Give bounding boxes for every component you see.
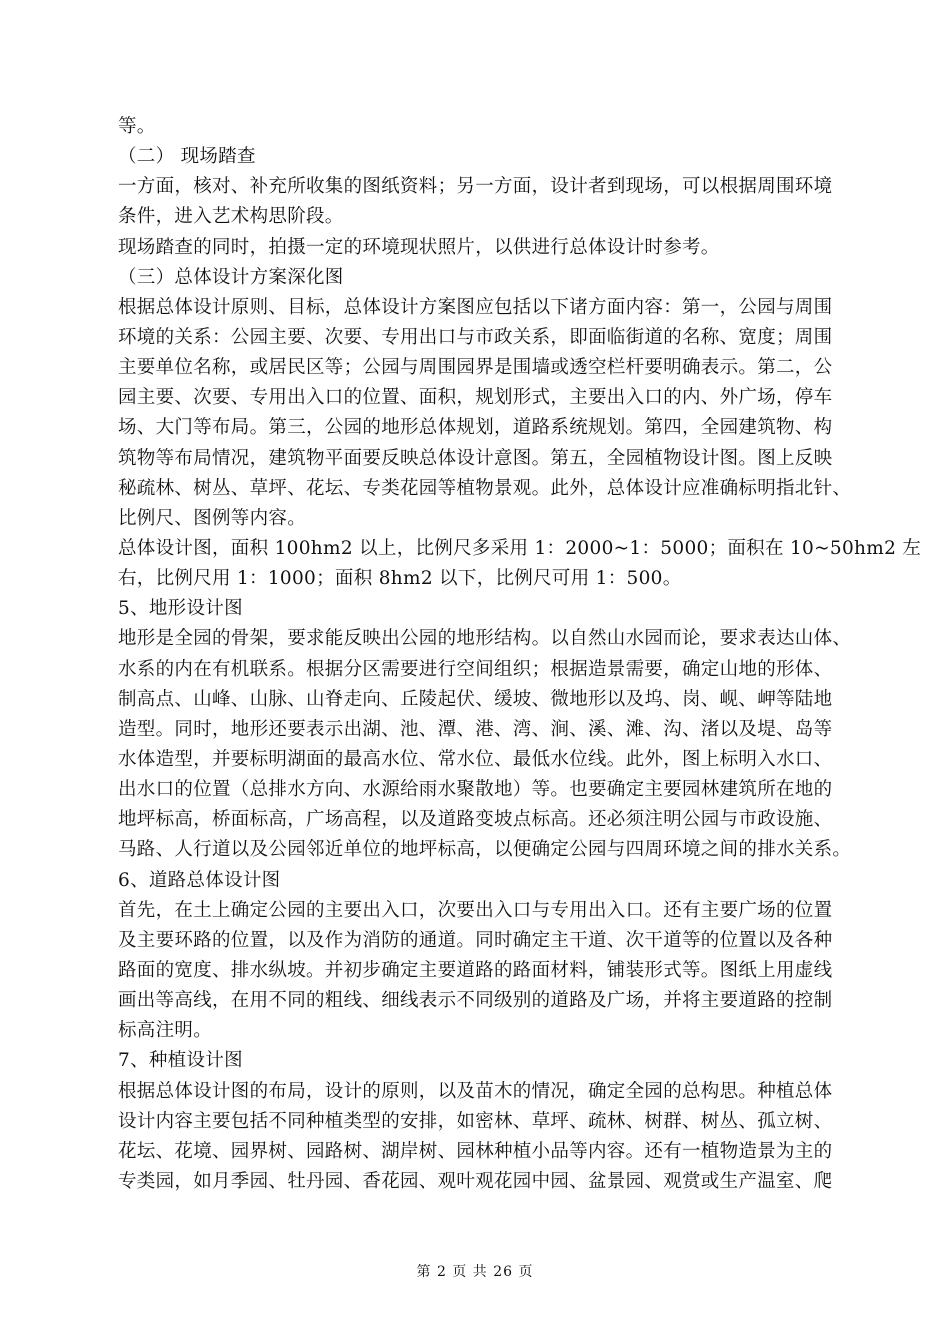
text-line: 水系的内在有机联系。根据分区需要进行空间组织；根据造景需要，确定山地的形体、 [118,658,833,680]
section-heading: 5、地形设计图 [118,598,243,620]
text-line: 条件，进入艺术构思阶段。 [118,206,344,228]
text-line: 现场踏查的同时，拍摄一定的环境现状照片，以供进行总体设计时参考。 [118,236,720,258]
text-line: 地形是全园的骨架，要求能反映出公园的地形结构。以自然山水园而论，要求表达山体、 [118,628,852,650]
text-line: 造型。同时，地形还要表示出湖、池、潭、港、湾、涧、溪、滩、沟、渚以及堤、岛等 [118,718,833,740]
text-line: 总体设计图，面积 100hm2 以上，比例尺多采用 1：2000~1：5000；面积在 10~50hm2 左 [118,537,922,559]
document-body [118,112,922,1197]
section-heading: 7、种植设计图 [118,1050,243,1072]
text-line: 标高注明。 [118,1020,213,1042]
text-line: 制高点、山峰、山脉、山脊走向、丘陵起伏、缓坡、微地形以及坞、岗、岘、岬等陆地 [118,688,833,710]
text-line: 设计内容主要包括不同种植类型的安排，如密林、草坪、疏林、树群、树丛、孤立树、 [118,1110,833,1132]
text-line: 地坪标高，桥面标高，广场高程，以及道路变坡点标高。还必须注明公园与市政设施、 [118,809,833,831]
text-line: 筑物等布局情况，建筑物平面要反映总体设计意图。第五，全园植物设计图。图上反映 [118,447,833,469]
text-line: 花坛、花境、园界树、园路树、湖岸树、园林种植小品等内容。还有一植物造景为主的 [118,1140,833,1162]
text-line: 等。 [118,116,156,137]
section-heading: （二） 现场踏查 [118,146,256,168]
section-heading: 6、道路总体设计图 [118,869,281,891]
text-line: 首先，在土上确定公园的主要出入口，次要出入口与专用出入口。还有主要广场的位置 [118,899,833,921]
text-line: 马路、人行道以及公园邻近单位的地坪标高，以便确定公园与四周环境之间的排水关系。 [118,839,852,861]
section-heading: （三）总体设计方案深化图 [118,266,344,288]
text-line: 水体造型，并要标明湖面的最高水位、常水位、最低水位线。此外，图上标明入水口、 [118,748,833,770]
text-line: 环境的关系：公园主要、次要、专用出口与市政关系，即面临街道的名称、宽度；周围 [118,326,833,348]
text-line: 画出等高线，在用不同的粗线、细线表示不同级别的道路及广场，并将主要道路的控制 [118,990,833,1012]
text-line: 一方面，核对、补充所收集的图纸资料；另一方面，设计者到现场，可以根据周围环境 [118,176,833,198]
text-line: 秘疏林、树丛、草坪、花坛、专类花园等植物景观。此外，总体设计应准确标明指北针、 [118,477,852,499]
text-line: 根据总体设计图的布局，设计的原则，以及苗木的情况，确定全园的总构思。种植总体 [118,1080,833,1102]
text-line: 及主要环路的位置，以及作为消防的通道。同时确定主干道、次干道等的位置以及各种 [118,929,833,951]
text-line: 路面的宽度、排水纵坡。并初步确定主要道路的路面材料，铺装形式等。图纸上用虚线 [118,959,833,981]
text-line: 主要单位名称，或居民区等；公园与周围园界是围墙或透空栏杆要明确表示。第二，公 [118,357,833,379]
text-line: 园主要、次要、专用出入口的位置、面积，规划形式，主要出入口的内、外广场，停车 [118,387,833,409]
text-line: 出水口的位置（总排水方向、水源给雨水聚散地）等。也要确定主要园林建筑所在地的 [118,779,833,801]
text-line: 比例尺、图例等内容。 [118,507,307,529]
text-line: 右，比例尺用 1：1000；面积 8hm2 以下，比例尺可用 1：500。 [118,568,682,590]
text-line: 专类园，如月季园、牡丹园、香花园、观叶观花园中园、盆景园、观赏或生产温室、爬 [118,1170,833,1192]
text-line: 场、大门等布局。第三，公园的地形总体规划，道路系统规划。第四，全园建筑物、构 [118,417,833,439]
page-number-footer: 第 2 页 共 26 页 [416,1264,534,1280]
text-line: 根据总体设计原则、目标，总体设计方案图应包括以下诸方面内容：第一，公园与周围 [118,296,833,318]
